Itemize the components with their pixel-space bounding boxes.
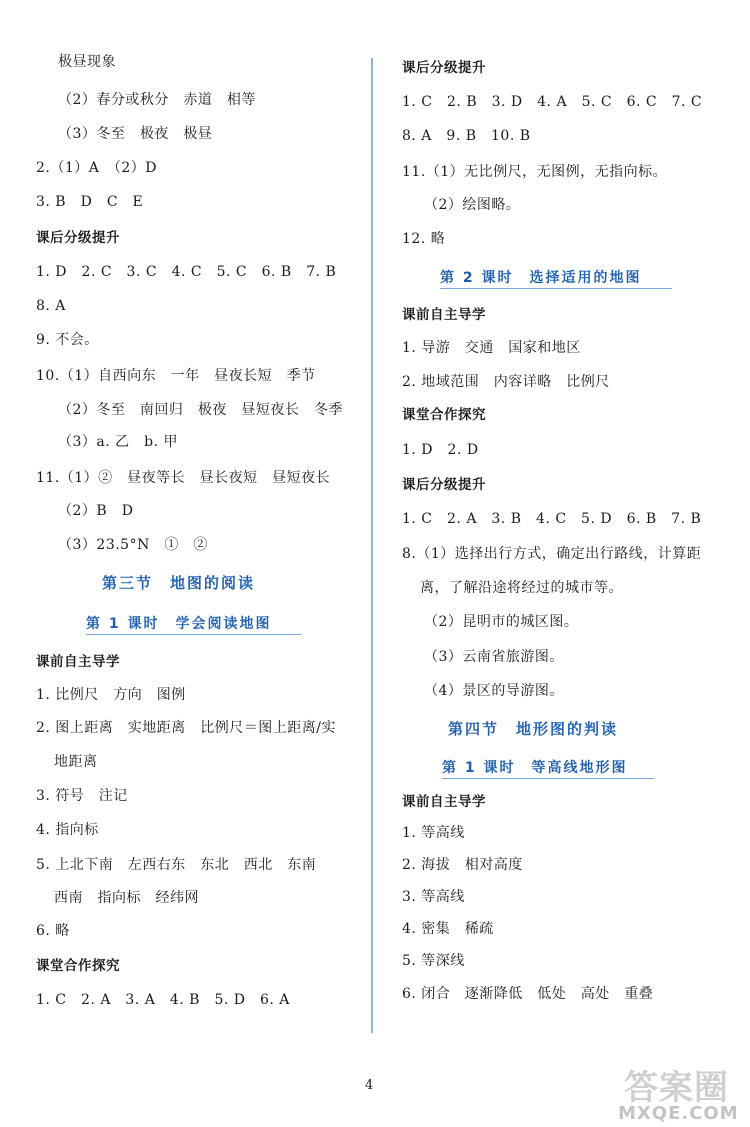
section-heading: 课后分级提升 bbox=[36, 230, 120, 246]
answer-line: 11.（1）无比例尺，无图例，无指向标。 bbox=[402, 164, 668, 180]
answer-line: 8. A bbox=[36, 298, 66, 314]
answer-line: 4. 指向标 bbox=[36, 822, 99, 838]
answer-line: 9. 不会。 bbox=[36, 332, 99, 348]
section-title: 第三节 地图的阅读 bbox=[102, 574, 256, 592]
lesson-title: 第 1 课时 等高线地形图 bbox=[442, 760, 628, 776]
answer-line: 1. 等高线 bbox=[402, 825, 465, 841]
answer-line: 6. 略 bbox=[36, 923, 70, 939]
section-heading: 课后分级提升 bbox=[402, 477, 486, 493]
answer-line: 10.（1）自西向东 一年 昼夜长短 季节 bbox=[36, 368, 316, 384]
answer-line: （2）冬至 南回归 极夜 昼短夜长 冬季 bbox=[58, 402, 343, 418]
answer-line: （3）23.5°N ① ② bbox=[58, 537, 208, 553]
answer-line: （2）绘图略。 bbox=[424, 197, 521, 213]
watermark-url: MXQE.COM bbox=[618, 1103, 739, 1124]
answer-line: （2）B D bbox=[58, 503, 134, 519]
answer-line: 3. B D C E bbox=[36, 194, 144, 210]
lesson-title: 第 1 课时 学会阅读地图 bbox=[86, 616, 272, 632]
answer-line: （3）冬至 极夜 极昼 bbox=[58, 126, 213, 142]
column-divider bbox=[371, 58, 373, 1033]
answer-line: 8.（1）选择出行方式，确定出行路线，计算距 bbox=[402, 546, 702, 562]
answer-line: 2. 海拔 相对高度 bbox=[402, 857, 523, 873]
watermark-logo: 答案圈 bbox=[624, 1068, 729, 1108]
section-heading: 课后分级提升 bbox=[402, 60, 486, 76]
answer-line: 5. 等深线 bbox=[402, 953, 465, 969]
answer-line: （2）昆明市的城区图。 bbox=[424, 614, 579, 630]
answer-line: 离，了解沿途将经过的城市等。 bbox=[420, 580, 623, 596]
answer-line: 西南 指向标 经纬网 bbox=[54, 890, 199, 906]
lesson-title-underline bbox=[442, 778, 654, 779]
answer-line: 1. 导游 交通 国家和地区 bbox=[402, 340, 581, 356]
answer-line: （2）春分或秋分 赤道 相等 bbox=[58, 92, 256, 108]
section-heading: 课前自主导学 bbox=[36, 654, 120, 670]
answer-line: 1. D 2. D bbox=[402, 442, 479, 458]
lesson-title-underline bbox=[440, 288, 672, 289]
answer-line: 11.（1）② 昼夜等长 昼长夜短 昼短夜长 bbox=[36, 470, 331, 486]
watermark bbox=[612, 1070, 744, 1124]
answer-line: 12. 略 bbox=[402, 231, 446, 247]
answer-line: 极昼现象 bbox=[58, 54, 116, 70]
answer-line: 1. C 2. B 3. D 4. A 5. C 6. C 7. C bbox=[402, 94, 703, 110]
lesson-title: 第 2 课时 选择适用的地图 bbox=[440, 270, 642, 286]
answer-line: 2. 图上距离 实地距离 比例尺＝图上距离/实 bbox=[36, 720, 337, 736]
section-title: 第四节 地形图的判读 bbox=[448, 720, 619, 738]
answer-line: 3. 符号 注记 bbox=[36, 788, 128, 804]
section-heading: 课前自主导学 bbox=[402, 794, 486, 810]
answer-line: 4. 密集 稀疏 bbox=[402, 921, 494, 937]
answer-line: 地距离 bbox=[54, 754, 98, 770]
answer-line: 1. D 2. C 3. C 4. C 5. C 6. B 7. B bbox=[36, 264, 337, 280]
page-number: 4 bbox=[365, 1078, 374, 1093]
section-heading: 课前自主导学 bbox=[402, 307, 486, 323]
answer-line: （3）云南省旅游图。 bbox=[424, 649, 564, 665]
answer-line: （3）a. 乙 b. 甲 bbox=[58, 434, 179, 450]
answer-line: 5. 上北下南 左西右东 东北 西北 东南 bbox=[36, 857, 317, 873]
answer-line: 1. C 2. A 3. B 4. C 5. D 6. B 7. B bbox=[402, 511, 702, 527]
answer-line: （4）景区的导游图。 bbox=[424, 683, 564, 699]
answer-line: 2. 地域范围 内容详略 比例尺 bbox=[402, 374, 610, 390]
answer-line: 1. 比例尺 方向 图例 bbox=[36, 687, 186, 703]
answer-line: 1. C 2. A 3. A 4. B 5. D 6. A bbox=[36, 992, 290, 1008]
answer-line: 2.（1）A （2）D bbox=[36, 160, 158, 176]
lesson-title-underline bbox=[86, 634, 301, 635]
answer-line: 8. A 9. B 10. B bbox=[402, 128, 531, 144]
section-heading: 课堂合作探究 bbox=[402, 407, 486, 423]
answer-line: 6. 闭合 逐渐降低 低处 高处 重叠 bbox=[402, 986, 654, 1002]
answer-line: 3. 等高线 bbox=[402, 889, 465, 905]
section-heading: 课堂合作探究 bbox=[36, 958, 120, 974]
